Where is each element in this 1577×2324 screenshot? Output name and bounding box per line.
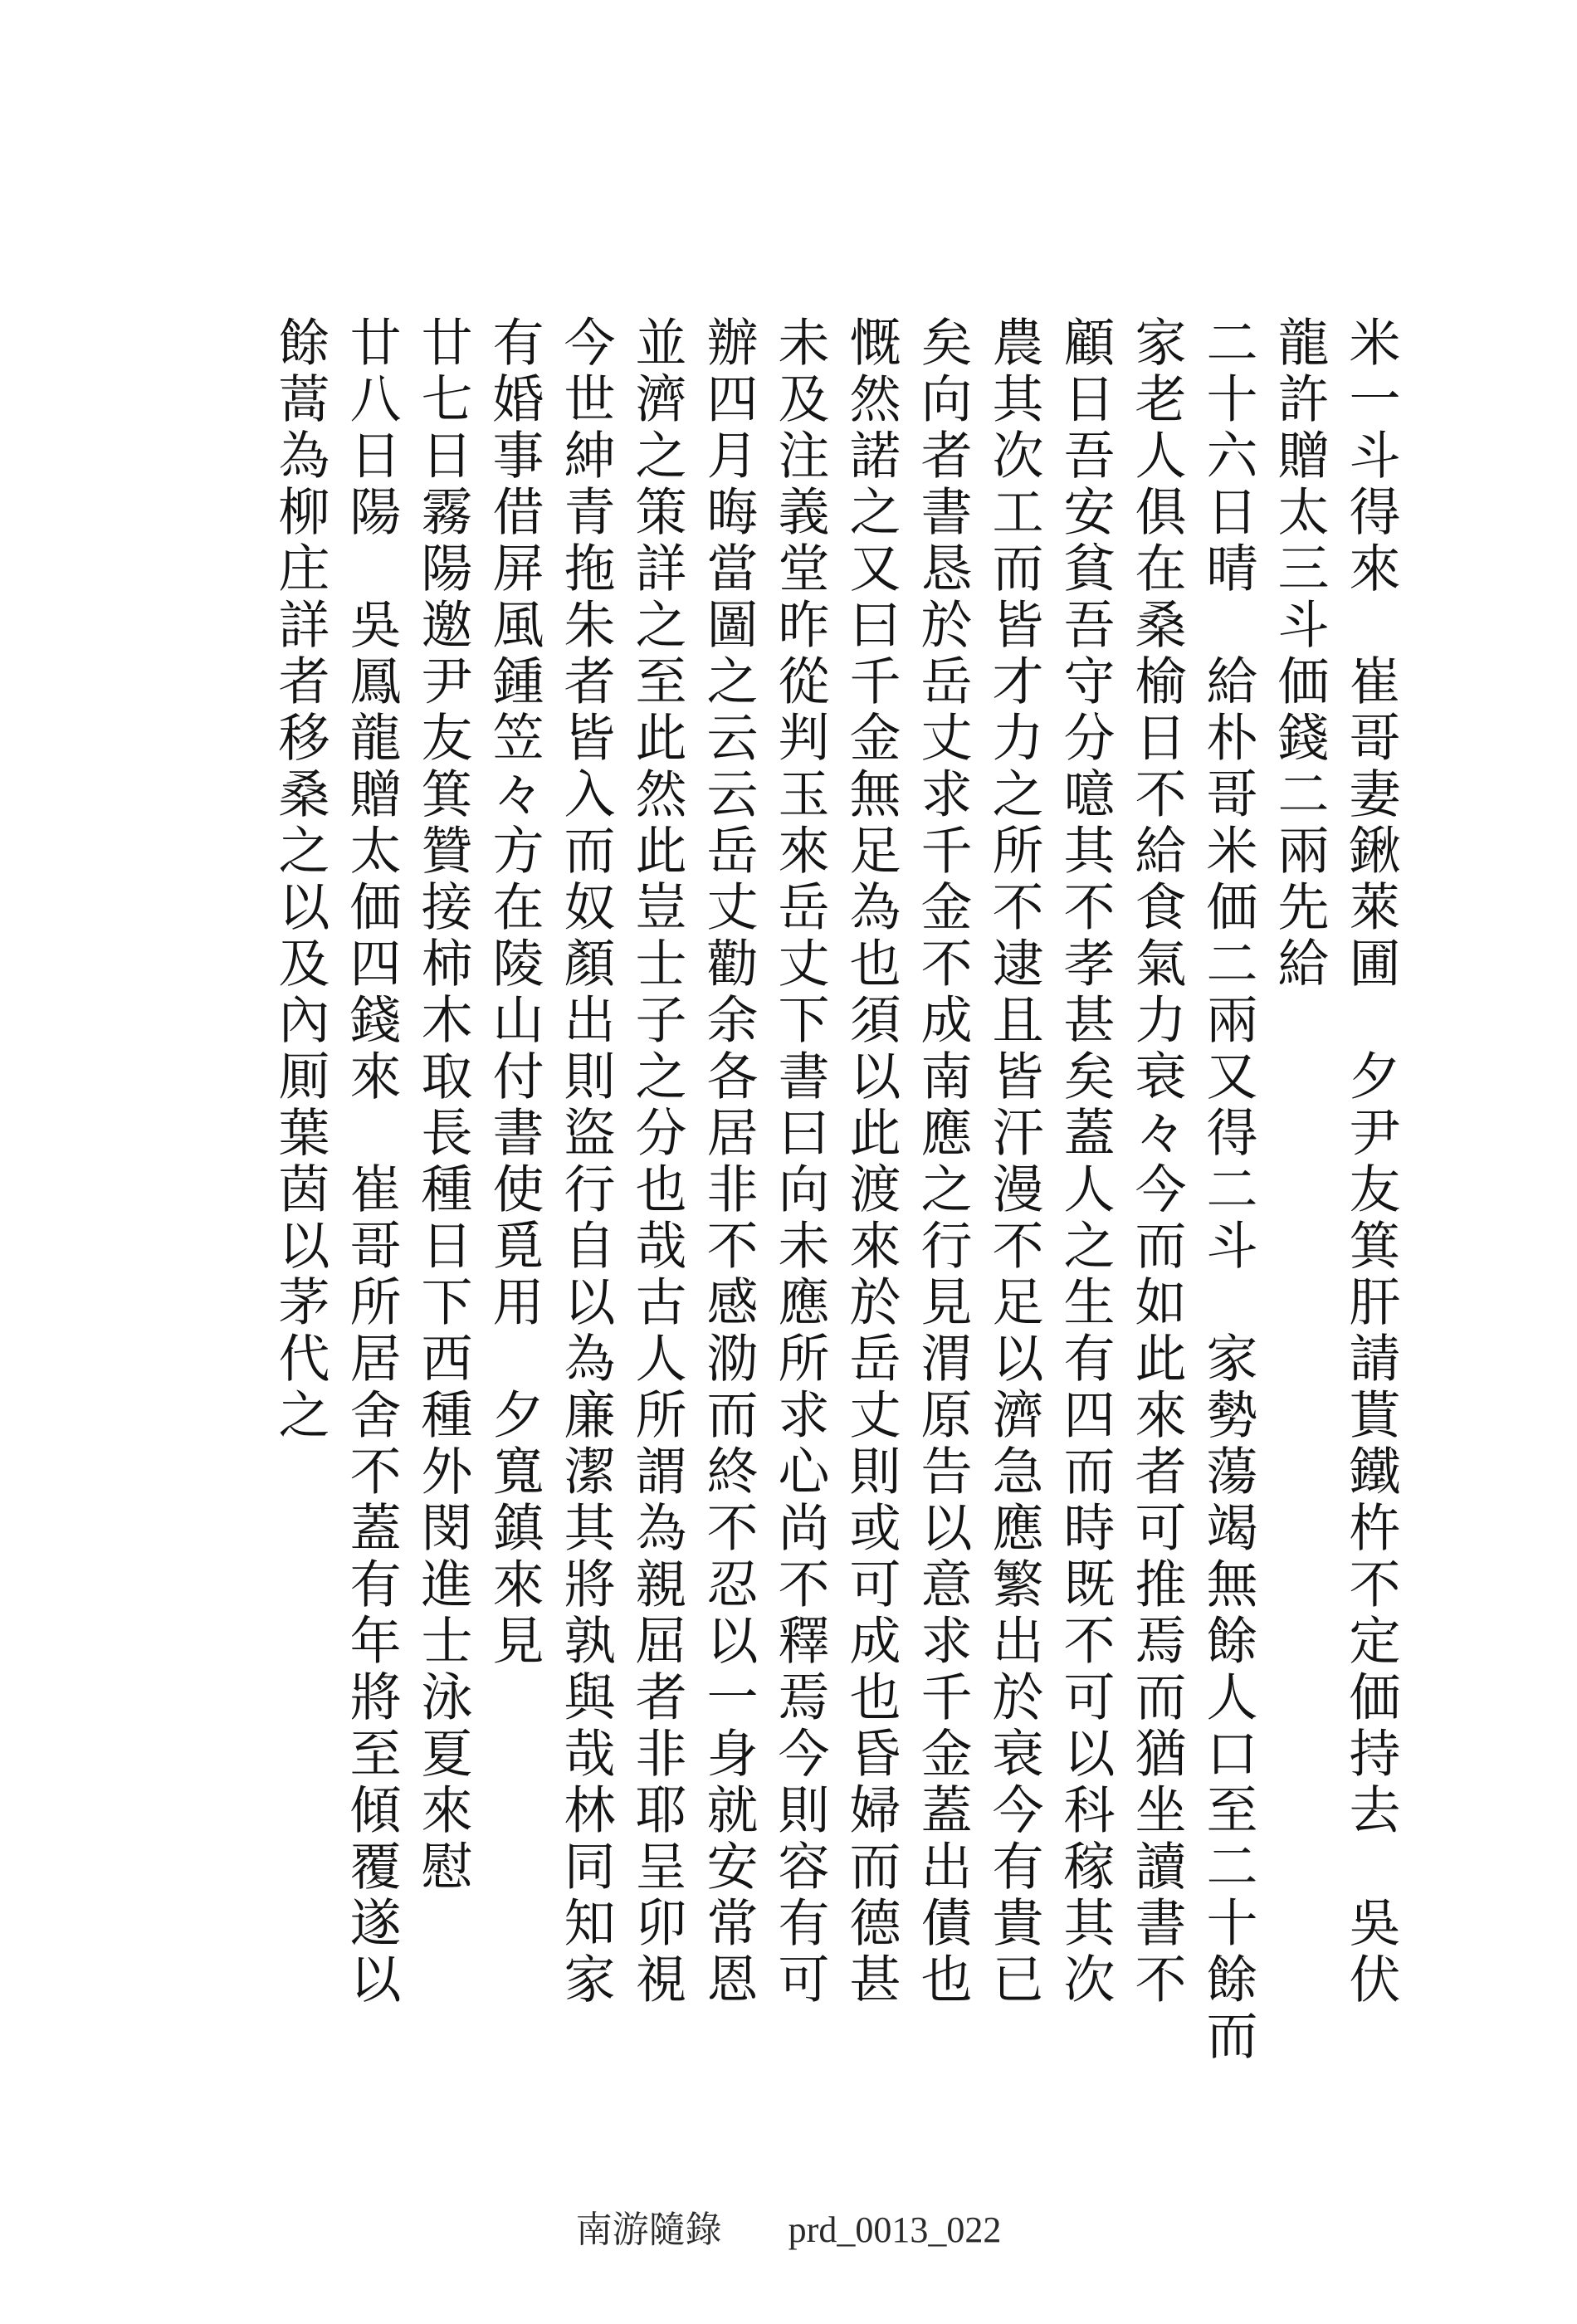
text-column-6: 農其次工而皆才力之所不逮且皆汗漫不足以濟急應繁出於衰今有貴已 [984, 315, 1044, 2009]
text-column-12: 今世紳青拖朱者皆入而奴顏出則盜行自以為廉潔其將孰與哉林同知家 [555, 315, 616, 2009]
text-column-15: 廿八日陽 吳鳳龍贈太価四錢來 崔哥所居舍不蓋有年將至傾覆遂以 [341, 315, 402, 2009]
text-column-8: 慨然諾之又曰千金無足為也須以此渡來於岳丈則或可成也昏婦而德甚 [841, 315, 901, 2009]
text-column-1: 米一斗得來 崔哥妻鍬萊圃 夕尹友箕肝請貰鐵杵不定価持去 吳伏 [1340, 315, 1401, 2009]
text-column-3: 二十六日晴 給朴哥米価二兩又得二斗 家勢蕩竭無餘人口至二十餘而 [1198, 315, 1258, 2065]
text-column-13: 有婚事借屏風鍾笠々方在陵山付書使覓用 夕寬鎮來見 [484, 315, 544, 1670]
text-column-7: 矣向者書恳於岳丈求千金不成南應之行見渭原告以意求千金蓋出債也 [912, 315, 973, 2009]
text-column-2: 龍許贈太三斗価錢二兩先給 [1269, 315, 1330, 993]
manuscript-text-block [216, 315, 1401, 2065]
text-column-5: 顧日吾安貧吾守分噫其不孝甚矣蓋人之生有四而時既不可以科稼其次 [1055, 315, 1116, 2009]
text-column-10: 辦四月晦當圖之云云岳丈勸余各居非不感泐而終不忍以一身就安常恩 [698, 315, 759, 2009]
footer-page-id: prd_0013_022 [788, 2209, 1002, 2250]
text-column-4: 家老人俱在桑榆日不給食氣力衰々今而如此來者可推焉而猶坐讀書不 [1126, 315, 1187, 2009]
text-column-14: 廿七日霧陽邀尹友箕贊接柿木取長種日下西種外閔進士泳夏來慰 [413, 315, 473, 1896]
footer-title: 南游隨錄 [575, 2209, 722, 2250]
text-column-11: 並濟之策詳之至此然此豈士子之分也哉古人所謂為親屈者非耶呈卯視 [627, 315, 687, 2009]
page-footer [0, 2200, 1577, 2253]
text-column-16: 餘蒿為柳庄詳者移桑之以及內厠葉茵以茅代之 [270, 315, 330, 1444]
text-column-9: 未及注義堂昨從判玉來岳丈下書曰向未應所求心尚不釋焉今則容有可 [769, 315, 830, 2009]
